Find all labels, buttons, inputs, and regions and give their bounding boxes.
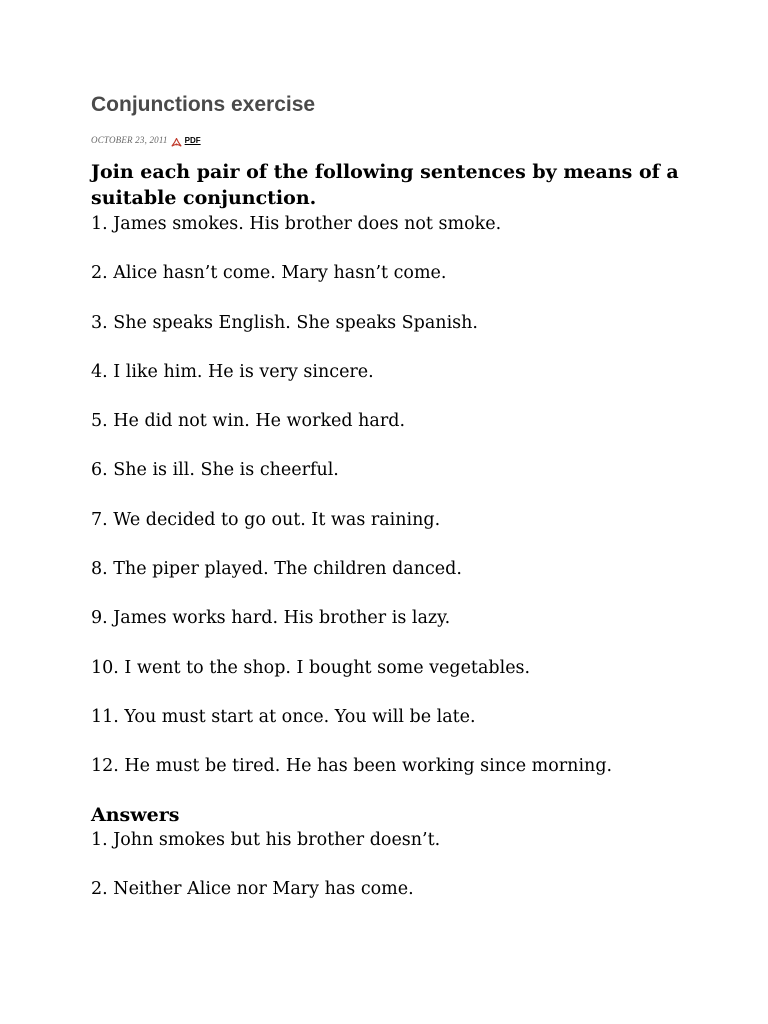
post-date: OCTOBER 23, 2011 bbox=[91, 135, 168, 145]
page-title: Conjunctions exercise bbox=[91, 93, 316, 116]
question-item: 2. Alice hasn’t come. Mary hasn’t come. bbox=[91, 263, 447, 284]
question-list bbox=[91, 211, 612, 803]
answer-list bbox=[91, 827, 440, 926]
pdf-icon[interactable] bbox=[171, 135, 182, 145]
question-item: 5. He did not win. He worked hard. bbox=[91, 411, 406, 432]
answer-item: 1. John smokes but his brother doesn’t. bbox=[91, 830, 441, 850]
question-item: 7. We decided to go out. It was raining. bbox=[91, 509, 441, 530]
answer-item: 2. Neither Alice nor Mary has come. bbox=[91, 879, 414, 900]
question-item: 12. He must be tired. He has been working since morning. bbox=[91, 756, 613, 777]
question-item: 1. James smokes. His brother does not smoke. bbox=[91, 214, 502, 234]
question-item: 6. She is ill. She is cheerful. bbox=[91, 460, 339, 481]
question-item: 11. You must start at once. You will be late. bbox=[91, 706, 476, 727]
post-meta bbox=[91, 135, 201, 145]
question-item: 9. James works hard. His brother is lazy. bbox=[91, 608, 451, 629]
question-item: 4. I like him. He is very sincere. bbox=[91, 361, 374, 382]
question-item: 10. I went to the shop. I bought some vegetables. bbox=[91, 657, 531, 678]
pdf-link[interactable]: PDF bbox=[184, 135, 201, 145]
question-item: 8. The piper played. The children danced. bbox=[91, 559, 462, 580]
answers-heading: Answers bbox=[91, 804, 180, 826]
question-item: 3. She speaks English. She speaks Spanish. bbox=[91, 312, 478, 333]
instructions: Join each pair of the following sentences by means of a suitable conjunction. bbox=[91, 161, 679, 209]
